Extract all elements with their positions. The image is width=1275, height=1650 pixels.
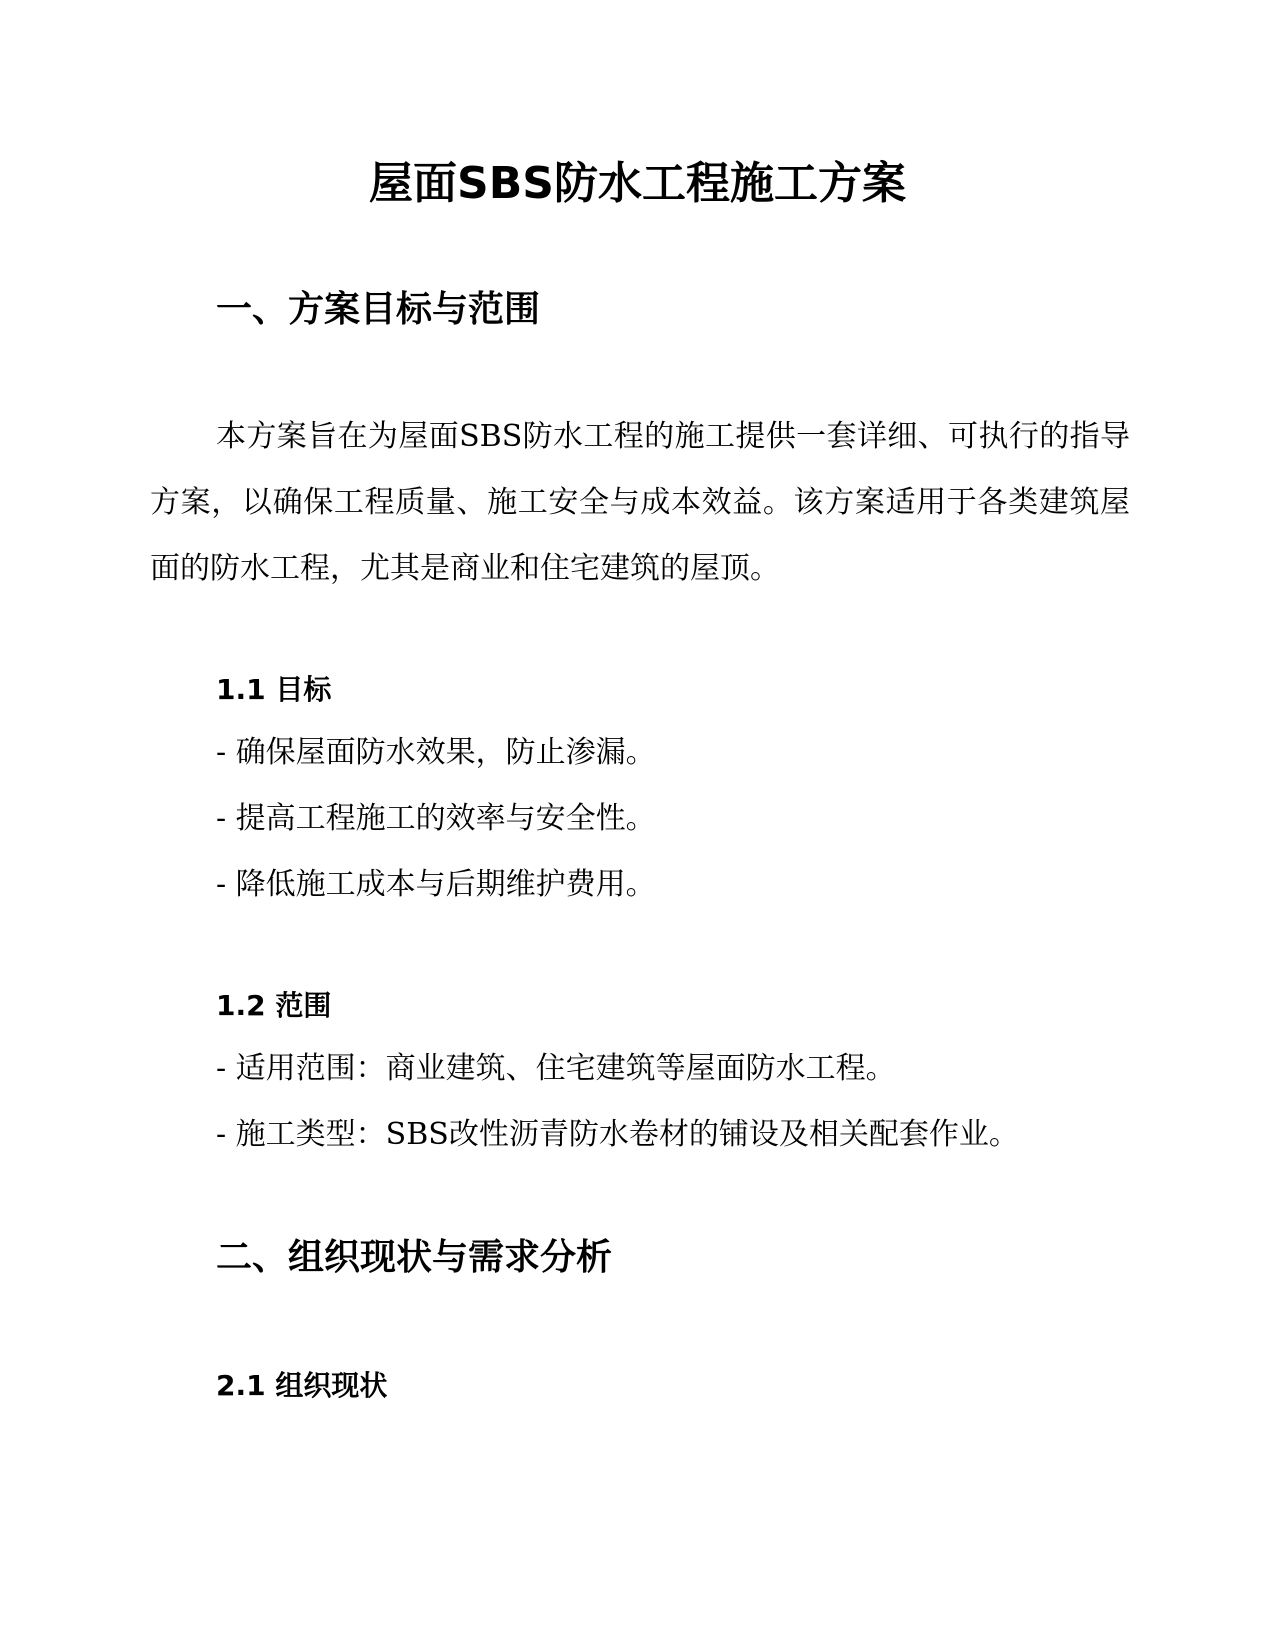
list-item: - 提高工程施工的效率与安全性。: [216, 801, 656, 836]
document-title: 屋面SBS防水工程施工方案: [369, 158, 906, 209]
list-item: - 施工类型：SBS改性沥青防水卷材的铺设及相关配套作业。: [216, 1117, 1019, 1152]
goals-list: [216, 720, 656, 918]
section-1-intro-paragraph: 本方案旨在为屋面SBS防水工程的施工提供一套详细、可执行的指导方案，以确保工程质量、施工安全与成本效益。该方案适用于各类建筑屋面的防水工程，尤其是商业和住宅建筑的屋顶。: [150, 419, 1130, 586]
subsection-heading-1-1: 1.1 目标: [216, 673, 332, 706]
subsection-heading-1-2: 1.2 范围: [216, 989, 332, 1022]
scope-list: [216, 1036, 1019, 1168]
list-item: - 适用范围：商业建筑、住宅建筑等屋面防水工程。: [216, 1051, 896, 1086]
list-item: - 降低施工成本与后期维护费用。: [216, 867, 656, 902]
list-item: - 确保屋面防水效果，防止渗漏。: [216, 735, 656, 770]
section-heading-2: 二、组织现状与需求分析: [216, 1237, 613, 1278]
section-heading-1: 一、方案目标与范围: [216, 289, 541, 330]
subsection-heading-2-1: 2.1 组织现状: [216, 1369, 388, 1402]
